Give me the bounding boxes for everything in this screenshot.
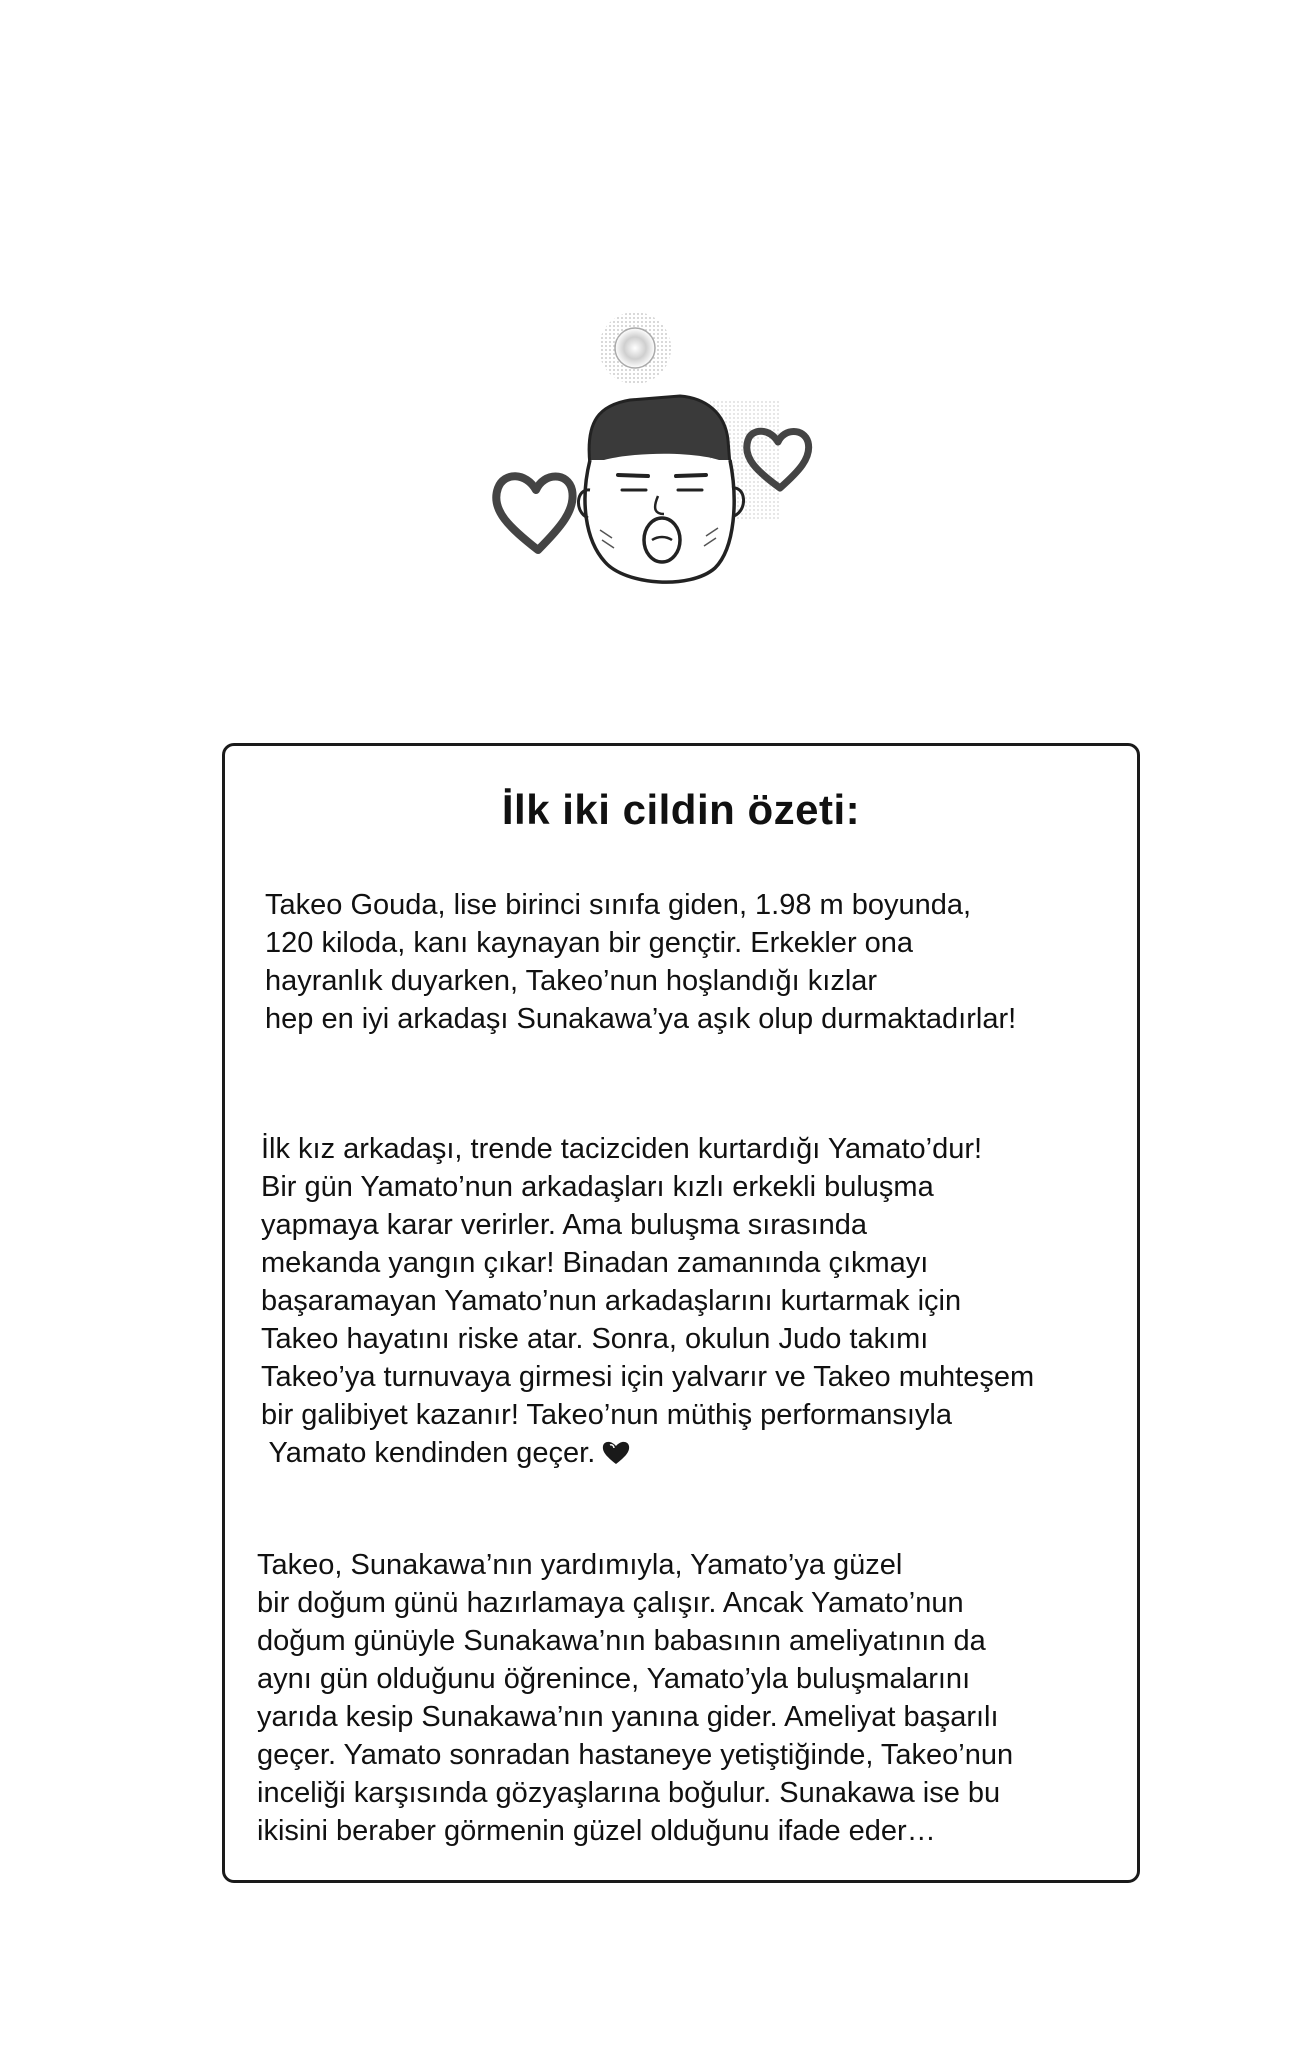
- paragraph-line: bir galibiyet kazanır! Takeo’nun müthiş performansıyla: [261, 1399, 952, 1431]
- summary-paragraph-3: [257, 1546, 1013, 1850]
- heart-outline-icon: [496, 476, 572, 550]
- heart-filled-icon: [601, 1438, 631, 1466]
- sparkle-icon: [599, 312, 671, 384]
- takeo-illustration: [480, 300, 860, 620]
- paragraph-line: Takeo Gouda, lise birinci sınıfa giden, 1.98 m boyunda,: [265, 889, 972, 921]
- paragraph-line: hayranlık duyarken, Takeo’nun hoşlandığı kızlar: [265, 965, 878, 997]
- paragraph-line: ikisini beraber görmenin güzel olduğunu ifade eder…: [257, 1815, 936, 1847]
- paragraph-line: yarıda kesip Sunakawa’nın yanına gider. Ameliyat başarılı: [257, 1701, 999, 1733]
- takeo-face: [578, 396, 743, 582]
- paragraph-line: Takeo hayatını riske atar. Sonra, okulun Judo takımı: [261, 1323, 929, 1355]
- paragraph-line: geçer. Yamato sonradan hastaneye yetiştiğinde, Takeo’nun: [257, 1739, 1014, 1771]
- paragraph-line: hep en iyi arkadaşı Sunakawa’ya aşık olup durmaktadırlar!: [265, 1003, 1017, 1035]
- paragraph-line: doğum günüyle Sunakawa’nın babasının ameliyatının da: [257, 1625, 986, 1657]
- paragraph-line: 120 kiloda, kanı kaynayan bir gençtir. Erkekler ona: [265, 927, 914, 959]
- summary-title: İlk iki cildin özeti:: [501, 786, 861, 833]
- summary-paragraph-2: [261, 1130, 1034, 1472]
- summary-box: [222, 743, 1140, 1883]
- paragraph-line: bir doğum günü hazırlamaya çalışır. Ancak Yamato’nun: [257, 1587, 964, 1619]
- paragraph-line: İlk kız arkadaşı, trende tacizciden kurtardığı Yamato’dur!: [261, 1133, 983, 1165]
- paragraph-line-last: [261, 1434, 1034, 1472]
- paragraph-line: inceliği karşısında gözyaşlarına boğulur. Sunakawa ise bu: [257, 1777, 1001, 1809]
- paragraph-line: yapmaya karar verirler. Ama buluşma sırasında: [261, 1209, 868, 1241]
- summary-paragraph-1: [265, 886, 1016, 1038]
- paragraph-line: aynı gün olduğunu öğrenince, Yamato’yla buluşmalarını: [257, 1663, 971, 1695]
- paragraph-line: Takeo’ya turnuvaya girmesi için yalvarır ve Takeo muhteşem: [261, 1361, 1035, 1393]
- paragraph-line: mekanda yangın çıkar! Binadan zamanında çıkmayı: [261, 1247, 929, 1279]
- paragraph-line: başaramayan Yamato’nun arkadaşlarını kurtarmak için: [261, 1285, 962, 1317]
- paragraph-line: Yamato kendinden geçer.: [261, 1437, 596, 1469]
- paragraph-line: Bir gün Yamato’nun arkadaşları kızlı erkekli buluşma: [261, 1171, 934, 1203]
- paragraph-line: Takeo, Sunakawa’nın yardımıyla, Yamato’ya güzel: [257, 1549, 903, 1581]
